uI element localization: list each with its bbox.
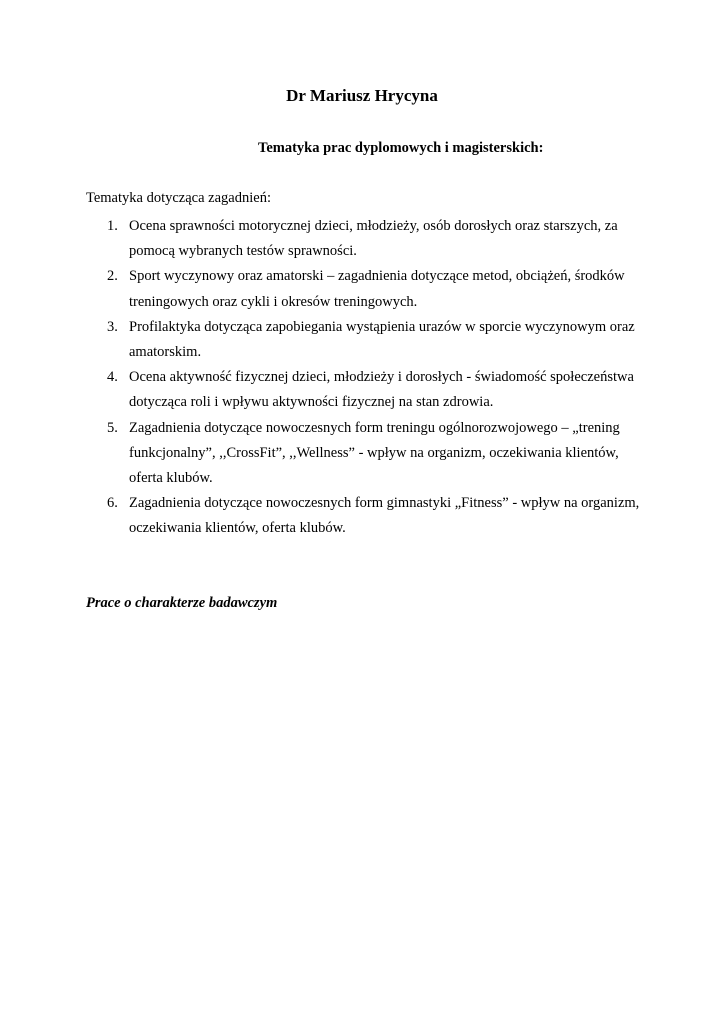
list-item-text: Zagadnienia dotyczące nowoczesnych form treningu ogólnorozwojowego – „trening funkcjonalny”, ,,CrossFit”, ,,Wellness” - wpływ na organizm, oczekiwania klientów, oferta klubów. (129, 419, 620, 487)
list-item (86, 416, 646, 492)
research-section-heading: Prace o charakterze badawczym (86, 595, 278, 611)
list-item-number: 2. (107, 268, 118, 285)
list-item (86, 315, 646, 365)
list-item-text: Ocena sprawności motorycznej dzieci, młodzieży, osób dorosłych oraz starszych, za pomocą wybranych testów sprawności. (129, 218, 618, 260)
author-heading: Dr Mariusz Hrycyna (286, 86, 438, 105)
document-subtitle: Tematyka prac dyplomowych i magisterskich: (258, 140, 544, 156)
list-item-text: Zagadnienia dotyczące nowoczesnych form gimnastyki „Fitness” - wpływ na organizm, oczekiwania klientów, oferta klubów. (129, 495, 640, 537)
list-item-number: 1. (107, 218, 118, 234)
topics-list (86, 214, 646, 542)
list-item-text: Sport wyczynowy oraz amatorski – zagadnienia dotyczące metod, obciążeń, środków treningowych oraz cykli i okresów treningowych. (129, 268, 625, 310)
list-item-number: 6. (107, 495, 118, 512)
list-item-text: Profilaktyka dotycząca zapobiegania wystąpienia urazów w sporcie wyczynowym oraz amatorskim. (129, 318, 635, 361)
intro-text: Tematyka dotycząca zagadnień: (86, 190, 271, 206)
list-item-number: 3. (107, 318, 118, 335)
list-item (86, 365, 646, 415)
list-item-number: 5. (107, 419, 118, 436)
list-item (86, 491, 646, 541)
list-item (86, 264, 646, 314)
list-item-text: Ocena aktywność fizycznej dzieci, młodzieży i dorosłych - świadomość społeczeństwa dotycząca roli i wpływu aktywności fizycznej na stan zdrowia. (129, 369, 634, 411)
list-item-number: 4. (107, 369, 118, 386)
list-item (86, 214, 646, 264)
